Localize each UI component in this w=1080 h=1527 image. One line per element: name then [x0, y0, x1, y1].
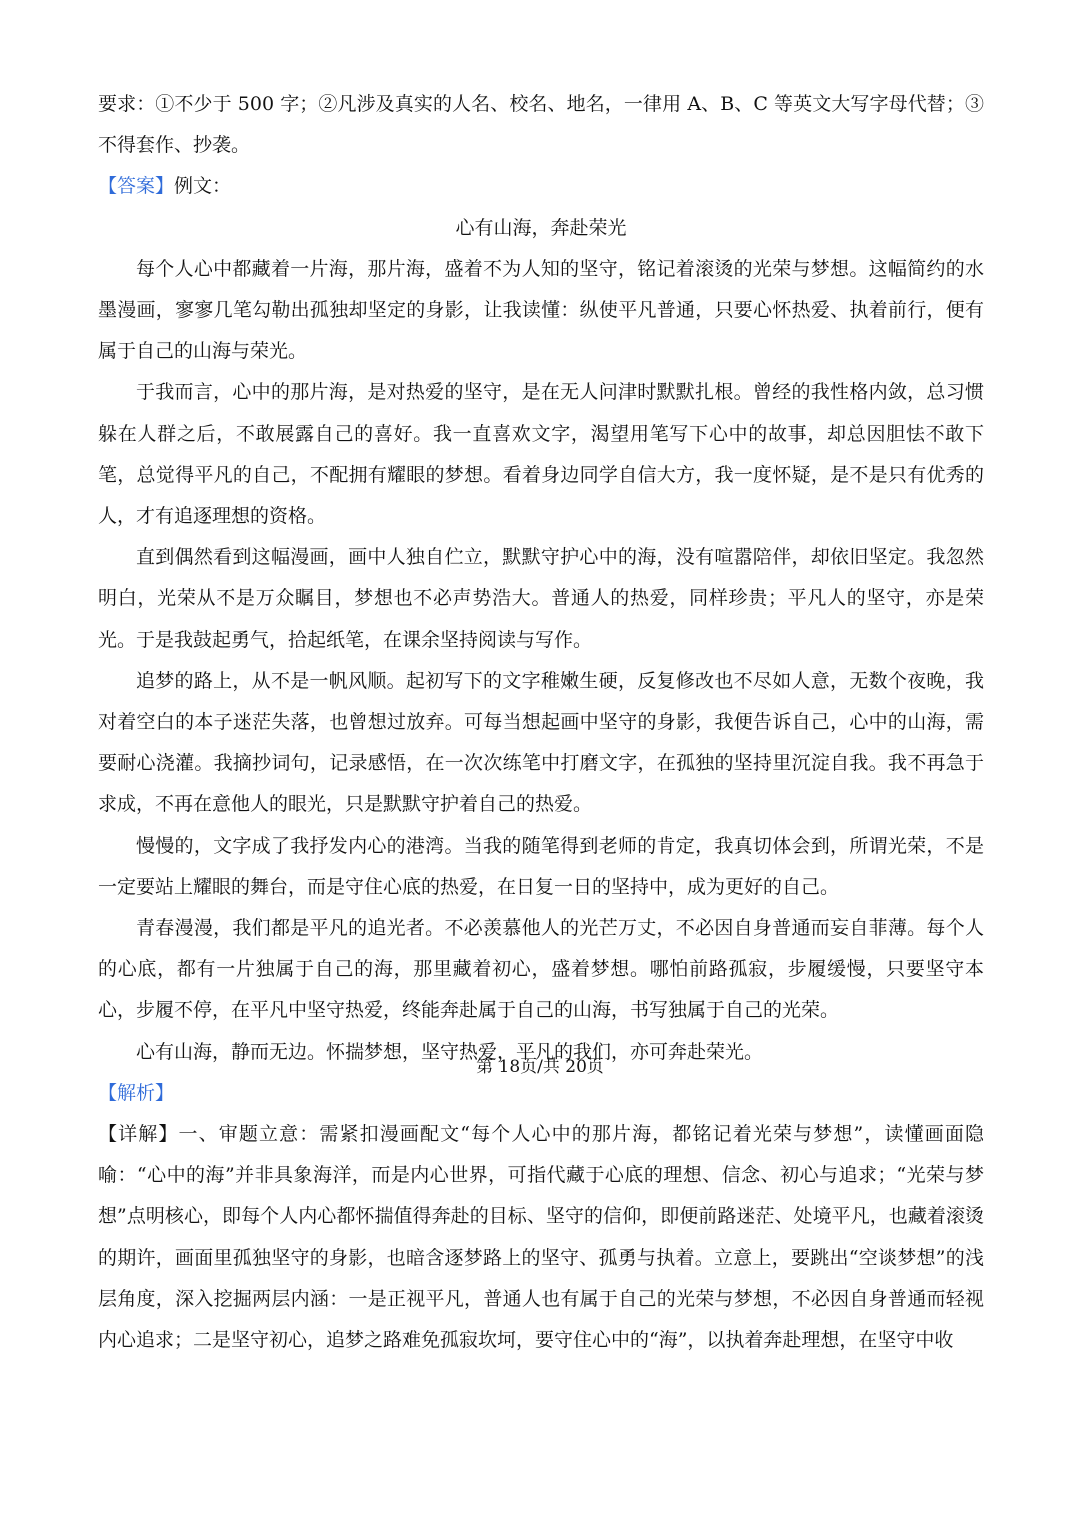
essay-paragraph-5: 慢慢的，文字成了我抒发内心的港湾。当我的随笔得到老师的肯定，我真切体会到，所谓光荣，不是一定要站上耀眼的舞台，而是守住心底的热爱，在日复一日的坚持中，成为更好的自己。 [98, 834, 984, 898]
essay-paragraph-3: 直到偶然看到这幅漫画，画中人独自伫立，默默守护心中的海，没有喧嚣陪伴，却依旧坚定。我忽然明白，光荣从不是万众瞩目，梦想也不必声势浩大。普通人的热爱，同样珍贵；平凡人的坚守，亦是荣光。于是我鼓起勇气，拾起纸笔，在课余坚持阅读与写作。 [98, 546, 984, 651]
essay-paragraph-6: 青春漫漫，我们都是平凡的追光者。不必羡慕他人的光芒万丈，不必因自身普通而妄自菲薄。每个人的心底，都有一片独属于自己的海，那里藏着初心，盛着梦想。哪怕前路孤寂，步履缓慢，只要坚守本心，步履不停，在平凡中坚守热爱，终能奔赴属于自己的山海，书写独属于自己的光荣。 [98, 917, 984, 1022]
essay-paragraph-2: 于我而言，心中的那片海，是对热爱的坚守，是在无人问津时默默扎根。曾经的我性格内敛，总习惯躲在人群之后，不敢展露自己的喜好。我一直喜欢文字，渴望用笔写下心中的故事，却总因胆怯不敢下笔，总觉得平凡的自己，不配拥有耀眼的梦想。看着身边同学自信大方，我一度怀疑，是不是只有优秀的人，才有追逐理想的资格。 [98, 381, 984, 528]
detail-tag: 【详解】 [98, 1123, 179, 1146]
detail-text: 一、审题立意：需紧扣漫画配文“每个人心中的那片海，都铭记着光荣与梦想”，读懂画面隐喻：“心中的海”并非具象海洋，而是内心世界，可指代藏于心底的理想、信念、初心与追求；“光荣与梦想”点明核心，即每个人内心都怀揣值得奔赴的目标、坚守的信仰，即便前路迷茫、处境平凡，也藏着滚烫的期许，画面里孤独坚守的身影，也暗含逐梦路上的坚守、孤勇与执着。立意上，要跳出“空谈梦想”的浅层角度，深入挖掘两层内涵：一是正视平凡，普通人也有属于自己的光荣与梦想，不必因自身普通而轻视内心追求；二是坚守初心，追梦之路难免孤寂坎坷，要守住心中的“海”，以执着奔赴理想，在坚守中收 [98, 1123, 984, 1352]
essay-title: 心有山海，奔赴荣光 [455, 216, 627, 239]
essay-paragraph-7: 心有山海，静而无边。怀揣梦想，坚守热爱，平凡的我们，亦可奔赴荣光。 [136, 1040, 764, 1063]
analysis-tag: 【解析】 [98, 1081, 175, 1104]
answer-heading [98, 166, 984, 207]
requirement-text: 要求：①不少于 500 字；②凡涉及真实的人名、校名、地名，一律用 A、B、C 等英文大写字母代替；③不得套作、抄袭。 [98, 93, 984, 157]
page-number-footer: 第 18页/共 20页 [476, 1057, 604, 1077]
answer-intro: 例文： [174, 175, 232, 198]
analysis-heading [98, 1073, 984, 1114]
essay-paragraph-1: 每个人心中都藏着一片海，那片海，盛着不为人知的坚守，铭记着滚烫的光荣与梦想。这幅简约的水墨漫画，寥寥几笔勾勒出孤独却坚定的身影，让我读懂：纵使平凡普通，只要心怀热爱、执着前行，便有属于自己的山海与荣光。 [98, 257, 984, 363]
answer-tag: 【答案】 [98, 175, 175, 198]
analysis-detail [98, 1114, 984, 1361]
essay-paragraph-4: 追梦的路上，从不是一帆风顺。起初写下的文字稚嫩生硬，反复修改也不尽如人意，无数个夜晚，我对着空白的本子迷茫失落，也曾想过放弃。可每当想起画中坚守的身影，我便告诉自己，心中的山海，需要耐心浇灌。我摘抄词句，记录感悟，在一次次练笔中打磨文字，在孤独的坚持里沉淀自我。我不再急于求成，不再在意他人的眼光，只是默默守护着自己的热爱。 [98, 669, 984, 816]
